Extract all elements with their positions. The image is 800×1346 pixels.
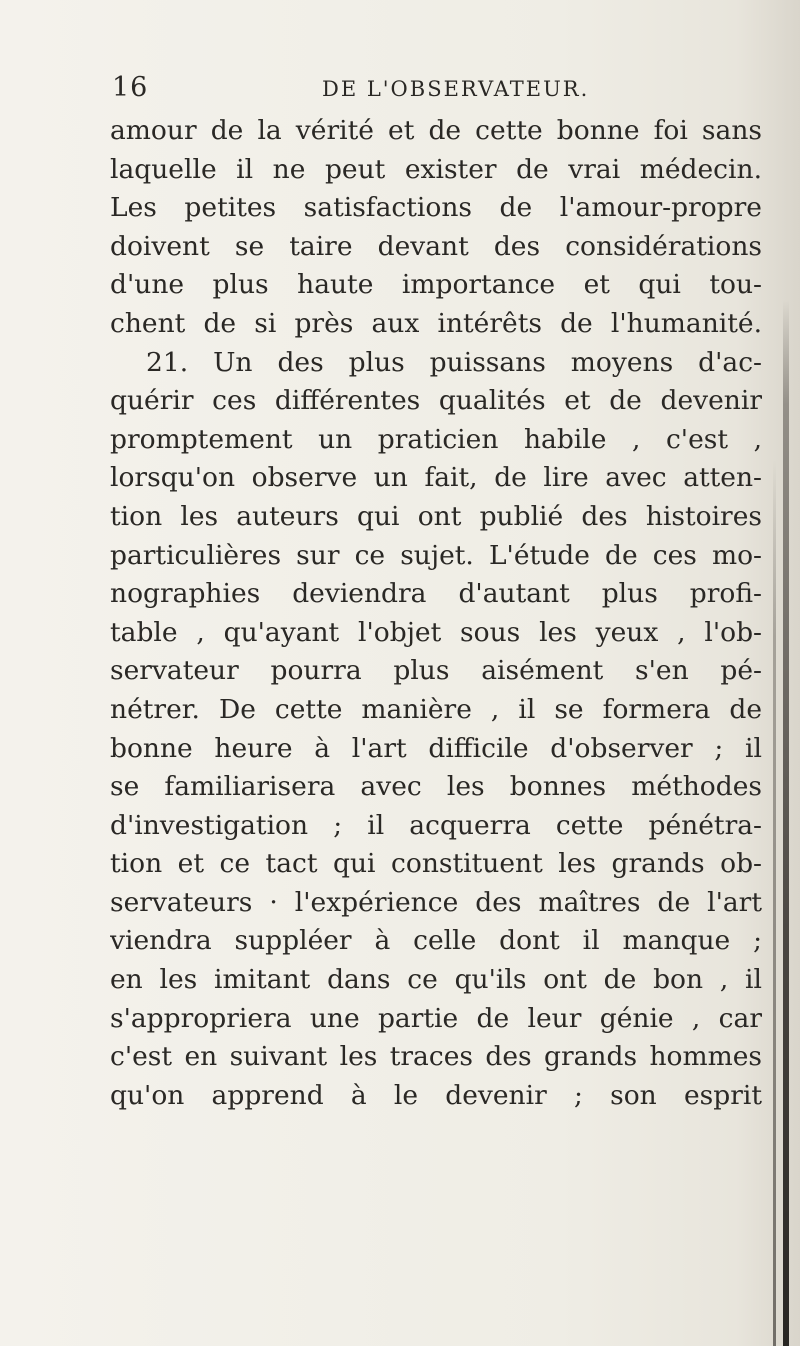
text-line: laquelle il ne peut exister de vrai médecin. bbox=[110, 153, 762, 185]
text-line: chent de si près aux intérêts de l'humanité. bbox=[110, 307, 762, 339]
text-line: se familiarisera avec les bonnes méthodes bbox=[110, 771, 762, 803]
text-line: tion les auteurs qui ont publié des histoires bbox=[110, 500, 762, 532]
page-number: 16 bbox=[112, 72, 149, 103]
text-line: table , qu'ayant l'objet sous les yeux , l'ob- bbox=[110, 616, 762, 648]
text-line: nographies deviendra d'autant plus profi- bbox=[110, 578, 762, 610]
text-line: Les petites satisfactions de l'amour-propre bbox=[110, 192, 762, 224]
text-line: servateur pourra plus aisément s'en pé- bbox=[110, 655, 762, 687]
page-header bbox=[112, 70, 752, 110]
text-line: particulières sur ce sujet. L'étude de ces mo- bbox=[110, 539, 762, 571]
text-line: viendra suppléer à celle dont il manque ; bbox=[110, 925, 762, 957]
text-line: qu'on apprend à le devenir ; son esprit bbox=[110, 1079, 762, 1111]
text-line: doivent se taire devant des considérations bbox=[110, 230, 762, 262]
text-line: en les imitant dans ce qu'ils ont de bon , il bbox=[110, 964, 762, 996]
page-edge-shadow bbox=[773, 460, 776, 1346]
text-line: lorsqu'on observe un fait, de lire avec atten- bbox=[110, 462, 762, 494]
running-head: DE L'OBSERVATEUR. bbox=[322, 77, 590, 101]
text-line: tion et ce tact qui constituent les grands ob- bbox=[110, 848, 762, 880]
text-line: nétrer. De cette manière , il se formera de bbox=[110, 693, 762, 725]
text-line: quérir ces différentes qualités et de devenir bbox=[110, 385, 762, 417]
body-text bbox=[110, 112, 770, 1115]
page-binding-edge bbox=[783, 300, 789, 1346]
text-line: d'une plus haute importance et qui tou- bbox=[110, 269, 762, 301]
text-line: servateurs · l'expérience des maîtres de l'art bbox=[110, 886, 762, 918]
text-line: c'est en suivant les traces des grands hommes bbox=[110, 1041, 762, 1073]
text-line: s'appropriera une partie de leur génie , car bbox=[110, 1002, 762, 1034]
text-line: bonne heure à l'art difficile d'observer ; il bbox=[110, 732, 762, 764]
paragraph-21-start: 21. Un des plus puissans moyens d'ac- bbox=[146, 346, 762, 378]
text-line: promptement un praticien habile , c'est , bbox=[110, 423, 762, 455]
text-line: d'investigation ; il acquerra cette pénétra- bbox=[110, 809, 762, 841]
text-line: amour de la vérité et de cette bonne foi sans bbox=[110, 115, 762, 146]
